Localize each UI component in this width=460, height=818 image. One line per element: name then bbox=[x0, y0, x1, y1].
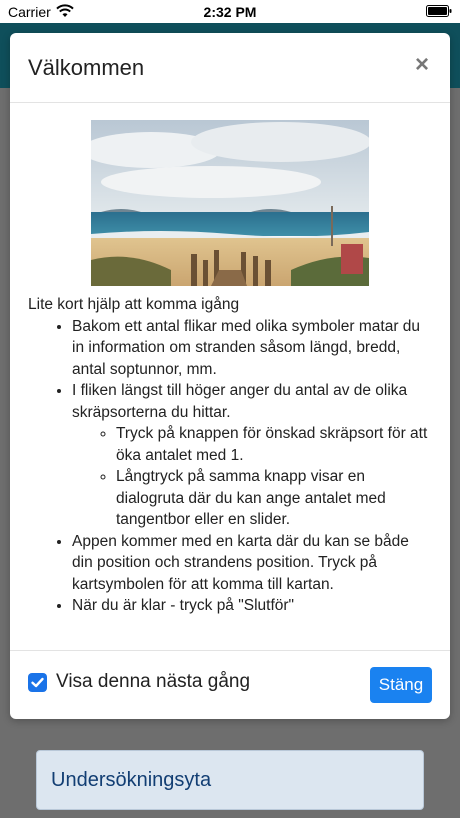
close-icon[interactable]: × bbox=[414, 51, 429, 78]
show-next-time-label[interactable]: Visa denna nästa gång bbox=[56, 671, 251, 692]
help-sublist bbox=[72, 423, 432, 531]
status-bar bbox=[0, 0, 460, 23]
sublist-item: ◦ Tryck på knappen för önskad skräpsort för att öka antalet med 1. bbox=[116, 423, 432, 466]
list-item-text: I fliken längst till höger anger du antal av de olika skräpsorterna du hittar. bbox=[72, 382, 408, 421]
beach-image bbox=[91, 120, 369, 286]
modal-title: Välkommen bbox=[28, 55, 145, 80]
show-next-time-checkbox[interactable] bbox=[28, 673, 47, 692]
carrier-label: Carrier bbox=[8, 4, 51, 20]
modal-header bbox=[10, 33, 450, 103]
close-button[interactable]: Stäng bbox=[370, 667, 432, 703]
list-item: • Bakom ett antal flikar med olika symboler matar du in information om stranden såsom längd, bredd, antal soptunnor, mm. bbox=[72, 316, 432, 381]
survey-area-label: Undersökningsyta bbox=[51, 769, 212, 791]
clock: 2:32 PM bbox=[203, 4, 257, 20]
battery-icon bbox=[426, 5, 452, 17]
intro-text: Lite kort hjälp att komma igång bbox=[28, 296, 240, 313]
survey-area-card[interactable] bbox=[36, 750, 424, 810]
help-list bbox=[28, 316, 432, 617]
list-item: • När du är klar - tryck på "Slutför" bbox=[72, 595, 432, 617]
modal-body bbox=[10, 104, 450, 650]
list-item bbox=[72, 380, 432, 531]
sublist-item: ◦ Långtryck på samma knapp visar en dialogruta där du kan ange antalet med tangentbor eller en slider. bbox=[116, 466, 432, 531]
modal-footer bbox=[10, 650, 450, 719]
list-item: • Appen kommer med en karta där du kan se både din position och strandens position. Tryck på kartsymbolen för att komma till kartan. bbox=[72, 531, 432, 596]
welcome-modal bbox=[10, 33, 450, 719]
check-icon bbox=[28, 673, 47, 692]
